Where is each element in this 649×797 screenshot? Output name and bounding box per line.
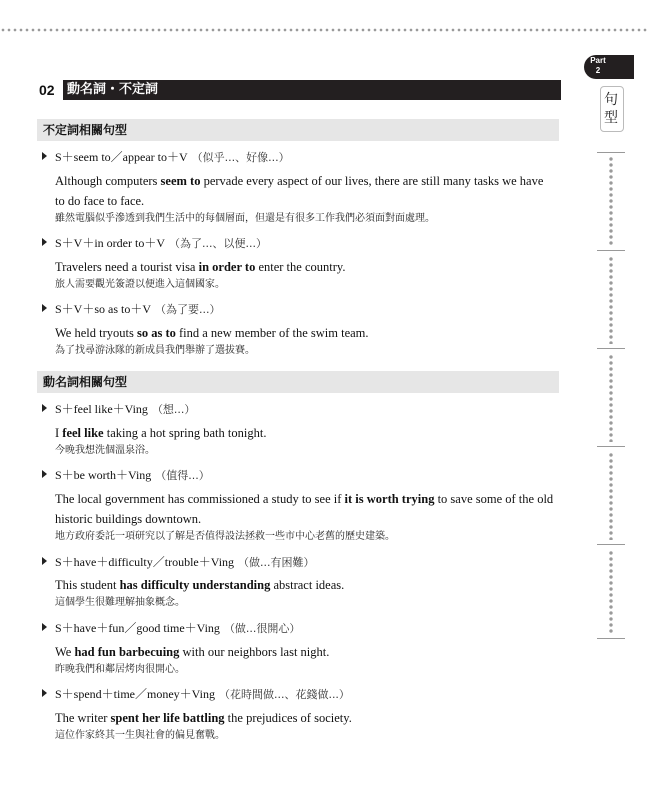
example-zh: 旅人需要觀光簽證以便進入這個國家。 bbox=[55, 279, 225, 290]
top-dotted-border bbox=[0, 28, 649, 32]
pattern-meaning: （做...很開心） bbox=[223, 622, 301, 635]
pattern-text: S＋be worth＋Ving bbox=[55, 468, 152, 482]
side-divider bbox=[597, 638, 625, 639]
pattern-text: S＋V＋in order to＋V bbox=[55, 236, 165, 250]
part-label: Part bbox=[590, 56, 606, 65]
group-title: 動名詞相關句型 bbox=[43, 375, 128, 389]
example-en: Travelers need a tourist visa in order to enter the country. bbox=[55, 260, 346, 274]
group-header bbox=[37, 119, 559, 141]
bullet-triangle-icon bbox=[42, 689, 47, 697]
chapter-char-1: 句 bbox=[604, 92, 618, 108]
example-en: Although computers seem to pervade every aspect of our lives, there are still many tasks we have to do face to face. bbox=[55, 174, 544, 208]
bullet-triangle-icon bbox=[42, 623, 47, 631]
pattern-meaning: （想...） bbox=[151, 403, 196, 416]
example-zh: 這個學生很難理解抽象概念。 bbox=[55, 597, 185, 608]
example-en: We had fun barbecuing with our neighbors last night. bbox=[55, 645, 330, 659]
bullet-triangle-icon bbox=[42, 404, 47, 412]
section-number: 02 bbox=[37, 80, 63, 100]
example-en: The writer spent her life battling the prejudices of society. bbox=[55, 711, 352, 725]
bullet-triangle-icon bbox=[42, 470, 47, 478]
pattern-meaning: （為了...、以便...） bbox=[169, 237, 267, 250]
side-divider bbox=[597, 152, 625, 153]
pattern-meaning: （值得...） bbox=[155, 469, 210, 482]
pattern-meaning: （似乎...、好像...） bbox=[191, 151, 290, 164]
side-dotted-rule bbox=[608, 156, 614, 246]
pattern-line bbox=[42, 686, 350, 703]
side-dotted-rule bbox=[608, 452, 614, 540]
side-dotted-rule bbox=[608, 550, 614, 634]
pattern-text: S＋feel like＋Ving bbox=[55, 402, 148, 416]
part-number: 2 bbox=[595, 66, 601, 75]
side-divider bbox=[597, 446, 625, 447]
pattern-meaning: （做...有困難） bbox=[238, 556, 315, 569]
section-title: 動名詞・不定詞 bbox=[67, 82, 159, 97]
section-header bbox=[37, 80, 561, 100]
pattern-line bbox=[42, 235, 267, 252]
example-en: The local government has commissioned a study to see if it is worth trying to save some of the old historic buildings downtown. bbox=[55, 492, 554, 526]
example-zh: 雖然電腦似乎滲透到我們生活中的每個層面，但還是有很多工作我們必須面對面處理。 bbox=[55, 213, 435, 224]
bullet-triangle-icon bbox=[42, 238, 47, 246]
pattern-text: S＋have＋fun／good time＋Ving bbox=[55, 621, 220, 635]
group-header bbox=[37, 371, 559, 393]
example-zh: 今晚我想洗個溫泉浴。 bbox=[55, 445, 155, 456]
example-zh: 為了找尋游泳隊的新成員我們舉辦了選拔賽。 bbox=[55, 345, 255, 356]
side-divider bbox=[597, 250, 625, 251]
pattern-line bbox=[42, 620, 300, 637]
side-divider bbox=[597, 544, 625, 545]
pattern-line bbox=[42, 301, 221, 318]
example-zh: 地方政府委託一項研究以了解是否值得設法拯救一些市中心老舊的歷史建築。 bbox=[55, 531, 395, 542]
pattern-line bbox=[42, 149, 290, 166]
bullet-triangle-icon bbox=[42, 557, 47, 565]
side-divider bbox=[597, 348, 625, 349]
pattern-line bbox=[42, 401, 195, 418]
example-en: This student has difficulty understanding abstract ideas. bbox=[55, 578, 345, 592]
pattern-line bbox=[42, 554, 315, 571]
pattern-meaning: （為了要...） bbox=[155, 303, 221, 316]
example-en: We held tryouts so as to find a new member of the swim team. bbox=[55, 326, 369, 340]
example-zh: 昨晚我們和鄰居烤肉很開心。 bbox=[55, 664, 185, 675]
example-en: I feel like taking a hot spring bath tonight. bbox=[55, 426, 267, 440]
pattern-text: S＋seem to／appear to＋V bbox=[55, 150, 188, 164]
bullet-triangle-icon bbox=[42, 152, 47, 160]
side-dotted-rule bbox=[608, 354, 614, 442]
chapter-char-2: 型 bbox=[604, 110, 618, 126]
pattern-text: S＋spend＋time／money＋Ving bbox=[55, 687, 215, 701]
example-zh: 這位作家終其一生與社會的偏見奮戰。 bbox=[55, 730, 225, 741]
pattern-line bbox=[42, 467, 210, 484]
pattern-text: S＋V＋so as to＋V bbox=[55, 302, 152, 316]
group-title: 不定詞相關句型 bbox=[43, 123, 128, 137]
side-dotted-rule bbox=[608, 256, 614, 344]
bullet-triangle-icon bbox=[42, 304, 47, 312]
pattern-text: S＋have＋difficulty／trouble＋Ving bbox=[55, 555, 235, 569]
pattern-meaning: （花時間做...、花錢做...） bbox=[218, 688, 350, 701]
